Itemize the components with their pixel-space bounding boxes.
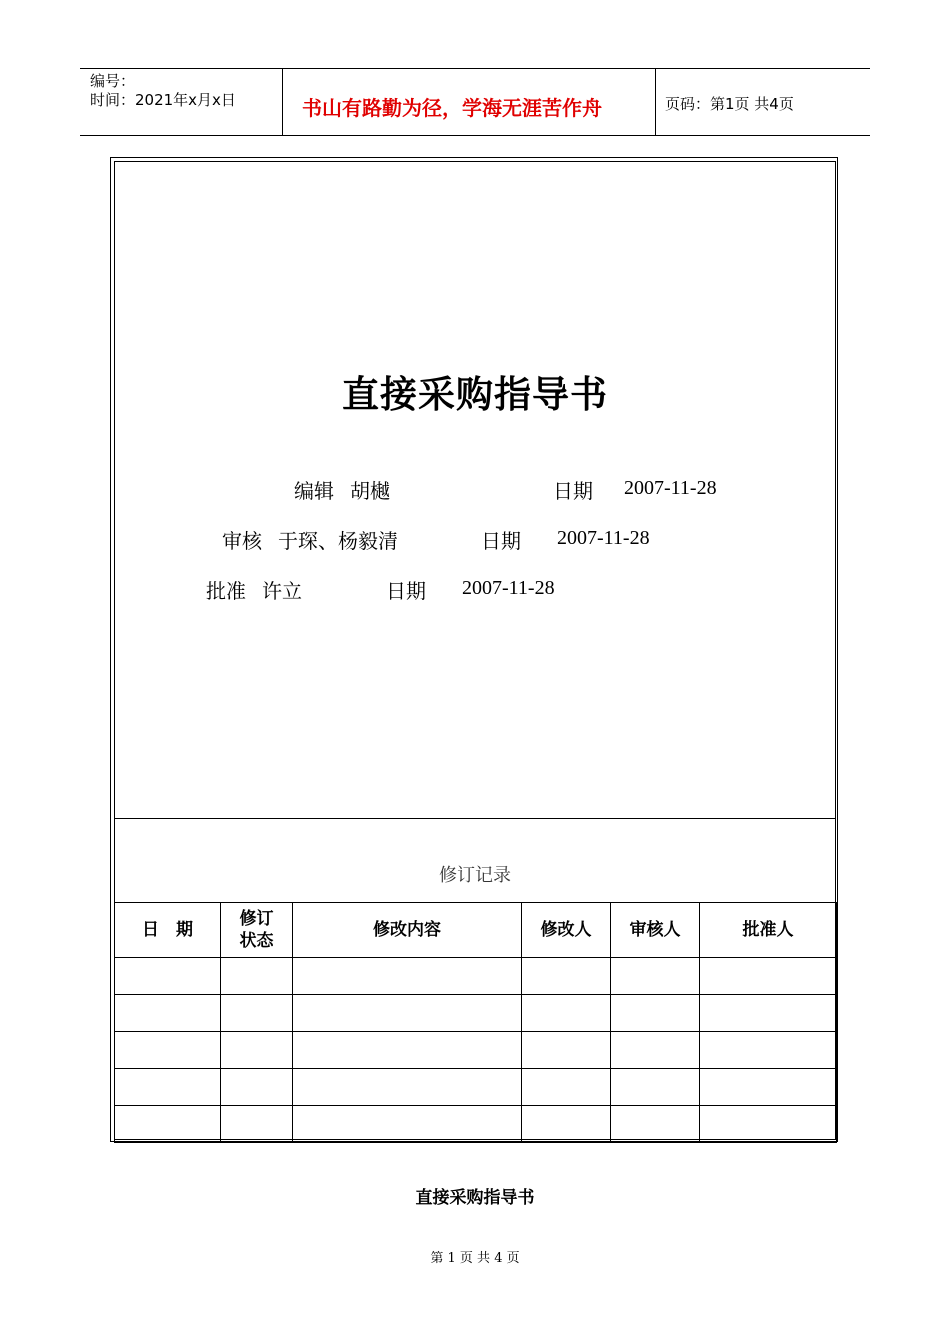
table-cell [522, 1106, 611, 1143]
table-cell [293, 958, 522, 995]
col-header-change-content: 修改内容 [293, 903, 522, 958]
table-cell [522, 1069, 611, 1106]
col-header-revision-status-text: 修订状态 [239, 909, 274, 951]
table-row [115, 958, 837, 995]
approver-name: 许立 [262, 579, 302, 603]
table-cell [611, 1106, 700, 1143]
reviewer-name: 于琛、杨毅清 [278, 529, 398, 553]
header-divider-left [282, 69, 283, 135]
table-row [115, 1069, 837, 1106]
table-cell [700, 1069, 837, 1106]
table-cell [611, 1032, 700, 1069]
table-cell [293, 1069, 522, 1106]
table-cell [115, 1069, 221, 1106]
col-header-date: 日 期 [115, 903, 221, 958]
reviewer-role: 审核 [222, 529, 262, 553]
table-cell [115, 1106, 221, 1143]
revision-record-title: 修订记录 [439, 865, 511, 886]
table-cell [700, 1032, 837, 1069]
reviewer-date: 2007-11-28 [557, 527, 650, 549]
table-cell [522, 1032, 611, 1069]
col-header-revision-status [221, 903, 293, 958]
table-cell [611, 1069, 700, 1106]
revision-table [114, 902, 837, 1143]
footer-document-title: 直接采购指导书 [415, 1188, 535, 1208]
table-cell [115, 995, 221, 1032]
table-cell [221, 1032, 293, 1069]
table-cell [293, 995, 522, 1032]
col-header-approver: 批准人 [700, 903, 837, 958]
table-cell [700, 1106, 837, 1143]
col-header-modifier: 修改人 [522, 903, 611, 958]
table-cell [115, 958, 221, 995]
approver-date-label: 日期 [386, 579, 426, 603]
table-cell [611, 995, 700, 1032]
editor-date: 2007-11-28 [624, 477, 717, 499]
editor-role: 编辑 [294, 479, 334, 503]
table-cell [700, 995, 837, 1032]
table-cell [522, 995, 611, 1032]
header-top-rule [80, 68, 870, 69]
table-row [115, 1032, 837, 1069]
editor-date-label: 日期 [553, 479, 593, 503]
document-title: 直接采购指导书 [342, 372, 608, 416]
table-cell [522, 958, 611, 995]
header-bottom-rule [80, 135, 870, 136]
revision-table-header [115, 903, 837, 958]
table-cell [611, 958, 700, 995]
table-cell [293, 1106, 522, 1143]
table-cell [293, 1032, 522, 1069]
table-cell [221, 1069, 293, 1106]
header-page-label: 页码：第1页 共4页 [665, 95, 794, 113]
col-header-reviewer: 审核人 [611, 903, 700, 958]
page-number: 第 1 页 共 4 页 [430, 1251, 520, 1266]
cover-separator [114, 818, 836, 819]
header-number-label: 编号： [90, 72, 136, 90]
table-row [115, 995, 837, 1032]
table-cell [221, 995, 293, 1032]
table-cell [700, 958, 837, 995]
header-motto: 书山有路勤为径，学海无涯苦作舟 [302, 96, 602, 120]
approver-date: 2007-11-28 [462, 577, 555, 599]
table-cell [221, 958, 293, 995]
header-divider-right [655, 69, 656, 135]
editor-name: 胡樾 [350, 479, 390, 503]
table-cell [115, 1032, 221, 1069]
approver-role: 批准 [206, 579, 246, 603]
header-time-label: 时间：2021年x月x日 [90, 91, 236, 109]
reviewer-date-label: 日期 [481, 529, 521, 553]
table-cell [221, 1106, 293, 1143]
table-row [115, 1106, 837, 1143]
